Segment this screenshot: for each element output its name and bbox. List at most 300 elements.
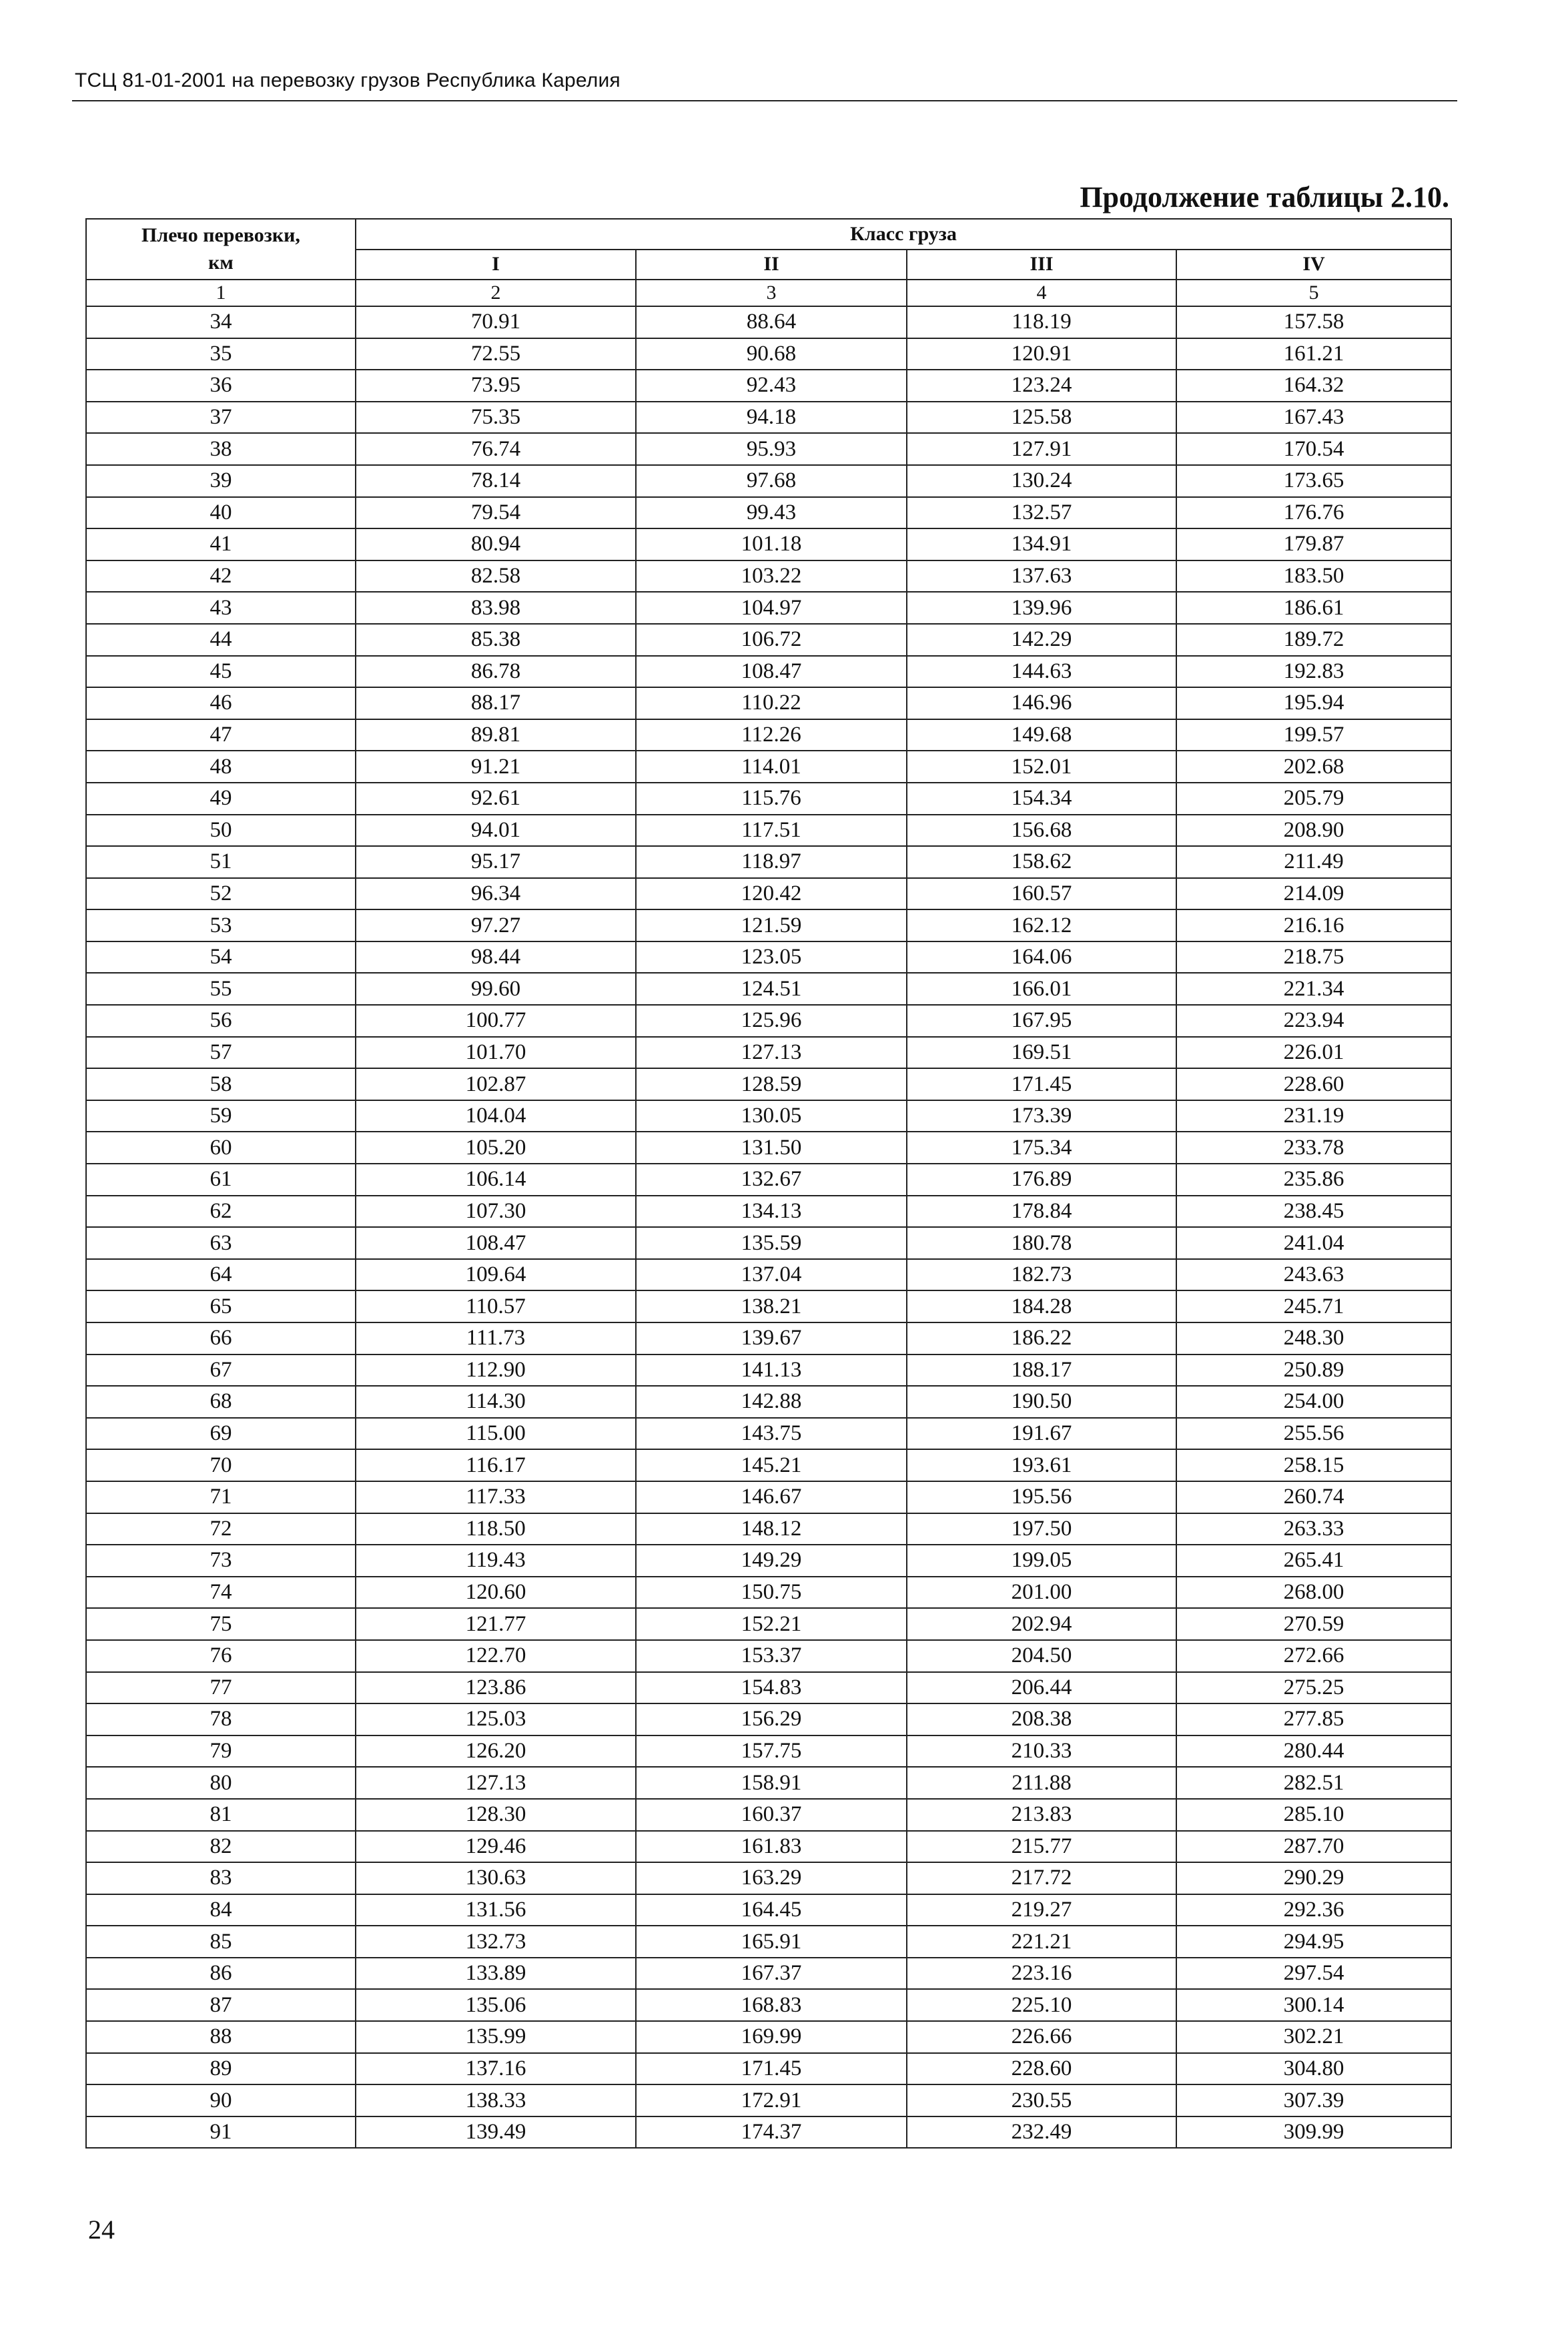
distance-header: Плечо перевозки, км (86, 219, 356, 280)
rate-cell: 118.97 (636, 846, 907, 878)
rate-cell: 94.18 (636, 402, 907, 434)
rate-cell: 120.42 (636, 878, 907, 910)
rate-cell: 161.21 (1176, 338, 1451, 370)
rate-cell: 76.74 (356, 433, 636, 465)
rate-cell: 157.58 (1176, 306, 1451, 338)
rate-cell: 201.00 (907, 1577, 1176, 1609)
table-row (86, 1577, 1451, 1609)
rate-cell: 183.50 (1176, 560, 1451, 593)
rate-cell: 228.60 (907, 2053, 1176, 2085)
rate-cell: 121.59 (636, 909, 907, 941)
rate-cell: 167.37 (636, 1958, 907, 1990)
rate-cell: 135.99 (356, 2021, 636, 2053)
table-row (86, 815, 1451, 847)
rate-cell: 85.38 (356, 624, 636, 656)
rate-cell: 72.55 (356, 338, 636, 370)
column-number: 3 (636, 280, 907, 306)
rate-cell: 97.27 (356, 909, 636, 941)
table-row (86, 1640, 1451, 1672)
rate-cell: 75.35 (356, 402, 636, 434)
table-row (86, 1164, 1451, 1196)
rate-cell: 268.00 (1176, 1577, 1451, 1609)
rate-cell: 110.22 (636, 687, 907, 719)
rate-cell: 149.29 (636, 1545, 907, 1577)
rate-cell: 126.20 (356, 1735, 636, 1768)
table-row (86, 1703, 1451, 1735)
rate-cell: 175.34 (907, 1132, 1176, 1164)
rate-cell: 216.16 (1176, 909, 1451, 941)
distance-cell: 46 (86, 687, 356, 719)
column-number: 4 (907, 280, 1176, 306)
distance-cell: 35 (86, 338, 356, 370)
rate-cell: 231.19 (1176, 1100, 1451, 1132)
rate-cell: 114.30 (356, 1386, 636, 1418)
table-row (86, 1354, 1451, 1387)
table-row (86, 1386, 1451, 1418)
table-row (86, 2053, 1451, 2085)
table-row (86, 1799, 1451, 1831)
rate-cell: 128.59 (636, 1068, 907, 1100)
rate-cell: 150.75 (636, 1577, 907, 1609)
table-row (86, 1259, 1451, 1291)
table-row (86, 1545, 1451, 1577)
rate-cell: 241.04 (1176, 1227, 1451, 1259)
rate-cell: 168.83 (636, 1989, 907, 2021)
distance-cell: 72 (86, 1513, 356, 1545)
distance-cell: 34 (86, 306, 356, 338)
rate-cell: 104.97 (636, 592, 907, 624)
rate-cell: 285.10 (1176, 1799, 1451, 1831)
rate-cell: 167.95 (907, 1005, 1176, 1037)
rate-cell: 180.78 (907, 1227, 1176, 1259)
rate-cell: 124.51 (636, 973, 907, 1005)
rate-cell: 260.74 (1176, 1481, 1451, 1513)
table-row (86, 433, 1451, 465)
distance-cell: 90 (86, 2084, 356, 2116)
table-row (86, 941, 1451, 974)
distance-cell: 79 (86, 1735, 356, 1768)
class-column-header: III (907, 250, 1176, 280)
table-row (86, 909, 1451, 941)
rate-cell: 130.24 (907, 465, 1176, 497)
rate-cell: 189.72 (1176, 624, 1451, 656)
rate-cell: 152.21 (636, 1608, 907, 1640)
rate-cell: 275.25 (1176, 1672, 1451, 1704)
table-row (86, 1418, 1451, 1450)
rate-cell: 158.62 (907, 846, 1176, 878)
rate-cell: 123.24 (907, 370, 1176, 402)
table-row (86, 2021, 1451, 2053)
rate-cell: 139.96 (907, 592, 1176, 624)
rate-cell: 213.83 (907, 1799, 1176, 1831)
distance-cell: 86 (86, 1958, 356, 1990)
rate-cell: 223.94 (1176, 1005, 1451, 1037)
rate-cell: 110.57 (356, 1290, 636, 1322)
rate-cell: 176.76 (1176, 497, 1451, 529)
rate-cell: 148.12 (636, 1513, 907, 1545)
rate-cell: 156.29 (636, 1703, 907, 1735)
rate-cell: 171.45 (907, 1068, 1176, 1100)
rate-cell: 101.70 (356, 1037, 636, 1069)
rate-cell: 137.16 (356, 2053, 636, 2085)
rate-cell: 235.86 (1176, 1164, 1451, 1196)
rate-cell: 121.77 (356, 1608, 636, 1640)
column-number: 2 (356, 280, 636, 306)
rate-cell: 263.33 (1176, 1513, 1451, 1545)
table-row (86, 1608, 1451, 1640)
distance-cell: 65 (86, 1290, 356, 1322)
distance-cell: 63 (86, 1227, 356, 1259)
rate-cell: 120.60 (356, 1577, 636, 1609)
rate-cell: 156.68 (907, 815, 1176, 847)
distance-cell: 70 (86, 1449, 356, 1481)
rate-cell: 215.77 (907, 1831, 1176, 1863)
table-row (86, 1513, 1451, 1545)
rate-cell: 250.89 (1176, 1354, 1451, 1387)
rate-cell: 97.68 (636, 465, 907, 497)
distance-cell: 67 (86, 1354, 356, 1387)
rate-cell: 243.63 (1176, 1259, 1451, 1291)
class-column-header: I (356, 250, 636, 280)
rate-cell: 138.33 (356, 2084, 636, 2116)
rate-cell: 292.36 (1176, 1894, 1451, 1926)
rate-cell: 115.76 (636, 783, 907, 815)
rate-cell: 160.57 (907, 878, 1176, 910)
table-row (86, 1100, 1451, 1132)
distance-cell: 78 (86, 1703, 356, 1735)
rate-cell: 195.56 (907, 1481, 1176, 1513)
rate-cell: 103.22 (636, 560, 907, 593)
rate-cell: 146.96 (907, 687, 1176, 719)
distance-cell: 80 (86, 1767, 356, 1799)
distance-cell: 42 (86, 560, 356, 593)
distance-cell: 56 (86, 1005, 356, 1037)
table-row (86, 1322, 1451, 1354)
rate-cell: 100.77 (356, 1005, 636, 1037)
distance-cell: 41 (86, 528, 356, 560)
rate-cell: 132.73 (356, 1926, 636, 1958)
rate-cell: 138.21 (636, 1290, 907, 1322)
rate-cell: 162.12 (907, 909, 1176, 941)
rate-cell: 123.86 (356, 1672, 636, 1704)
tariff-table (85, 218, 1452, 2149)
table-row (86, 687, 1451, 719)
rate-cell: 120.91 (907, 338, 1176, 370)
rate-cell: 129.46 (356, 1831, 636, 1863)
table-row (86, 1290, 1451, 1322)
distance-cell: 81 (86, 1799, 356, 1831)
distance-cell: 52 (86, 878, 356, 910)
rate-cell: 83.98 (356, 592, 636, 624)
rate-cell: 307.39 (1176, 2084, 1451, 2116)
rate-cell: 114.01 (636, 751, 907, 783)
rate-cell: 104.04 (356, 1100, 636, 1132)
distance-cell: 64 (86, 1259, 356, 1291)
rate-cell: 282.51 (1176, 1767, 1451, 1799)
rate-cell: 199.05 (907, 1545, 1176, 1577)
rate-cell: 109.64 (356, 1259, 636, 1291)
table-row (86, 1862, 1451, 1894)
header-rule (72, 100, 1457, 101)
rate-cell: 248.30 (1176, 1322, 1451, 1354)
distance-cell: 36 (86, 370, 356, 402)
rate-cell: 142.88 (636, 1386, 907, 1418)
rate-cell: 174.37 (636, 2116, 907, 2149)
table-row (86, 1449, 1451, 1481)
rate-cell: 176.89 (907, 1164, 1176, 1196)
tariff-table-header (86, 219, 1451, 306)
rate-cell: 99.60 (356, 973, 636, 1005)
distance-cell: 37 (86, 402, 356, 434)
table-row (86, 465, 1451, 497)
rate-cell: 135.59 (636, 1227, 907, 1259)
rate-cell: 108.47 (636, 656, 907, 688)
distance-cell: 66 (86, 1322, 356, 1354)
table-row (86, 751, 1451, 783)
rate-cell: 99.43 (636, 497, 907, 529)
distance-cell: 50 (86, 815, 356, 847)
rate-cell: 102.87 (356, 1068, 636, 1100)
rate-cell: 204.50 (907, 1640, 1176, 1672)
distance-cell: 85 (86, 1926, 356, 1958)
rate-cell: 270.59 (1176, 1608, 1451, 1640)
rate-cell: 211.88 (907, 1767, 1176, 1799)
rate-cell: 146.67 (636, 1481, 907, 1513)
rate-cell: 233.78 (1176, 1132, 1451, 1164)
rate-cell: 191.67 (907, 1418, 1176, 1450)
rate-cell: 157.75 (636, 1735, 907, 1768)
table-row (86, 973, 1451, 1005)
table-row (86, 497, 1451, 529)
rate-cell: 154.83 (636, 1672, 907, 1704)
table-row (86, 338, 1451, 370)
rate-cell: 70.91 (356, 306, 636, 338)
rate-cell: 130.63 (356, 1862, 636, 1894)
distance-cell: 68 (86, 1386, 356, 1418)
table-row (86, 1831, 1451, 1863)
rate-cell: 190.50 (907, 1386, 1176, 1418)
rate-cell: 188.17 (907, 1354, 1176, 1387)
rate-cell: 132.67 (636, 1164, 907, 1196)
table-row (86, 656, 1451, 688)
table-row (86, 846, 1451, 878)
rate-cell: 78.14 (356, 465, 636, 497)
rate-cell: 128.30 (356, 1799, 636, 1831)
table-row (86, 2084, 1451, 2116)
distance-cell: 74 (86, 1577, 356, 1609)
table-row (86, 1926, 1451, 1958)
cargo-class-header: Класс груза (356, 219, 1451, 250)
rate-cell: 206.44 (907, 1672, 1176, 1704)
rate-cell: 186.22 (907, 1322, 1176, 1354)
rate-cell: 158.91 (636, 1767, 907, 1799)
table-row (86, 1767, 1451, 1799)
rate-cell: 88.64 (636, 306, 907, 338)
rate-cell: 254.00 (1176, 1386, 1451, 1418)
rate-cell: 302.21 (1176, 2021, 1451, 2053)
rate-cell: 117.51 (636, 815, 907, 847)
rate-cell: 154.34 (907, 783, 1176, 815)
rate-cell: 73.95 (356, 370, 636, 402)
rate-cell: 219.27 (907, 1894, 1176, 1926)
rate-cell: 123.05 (636, 941, 907, 974)
rate-cell: 173.39 (907, 1100, 1176, 1132)
rate-cell: 208.38 (907, 1703, 1176, 1735)
table-row (86, 719, 1451, 751)
rate-cell: 135.06 (356, 1989, 636, 2021)
rate-cell: 297.54 (1176, 1958, 1451, 1990)
table-row (86, 624, 1451, 656)
rate-cell: 127.91 (907, 433, 1176, 465)
rate-cell: 96.34 (356, 878, 636, 910)
rate-cell: 169.99 (636, 2021, 907, 2053)
distance-cell: 75 (86, 1608, 356, 1640)
rate-cell: 265.41 (1176, 1545, 1451, 1577)
class-column-header: II (636, 250, 907, 280)
distance-cell: 54 (86, 941, 356, 974)
rate-cell: 80.94 (356, 528, 636, 560)
distance-cell: 58 (86, 1068, 356, 1100)
rate-cell: 300.14 (1176, 1989, 1451, 2021)
rate-cell: 171.45 (636, 2053, 907, 2085)
rate-cell: 119.43 (356, 1545, 636, 1577)
rate-cell: 238.45 (1176, 1196, 1451, 1228)
rate-cell: 94.01 (356, 815, 636, 847)
distance-cell: 43 (86, 592, 356, 624)
rate-cell: 118.50 (356, 1513, 636, 1545)
distance-cell: 87 (86, 1989, 356, 2021)
rate-cell: 89.81 (356, 719, 636, 751)
rate-cell: 221.21 (907, 1926, 1176, 1958)
rate-cell: 139.67 (636, 1322, 907, 1354)
page-number: 24 (88, 2215, 115, 2245)
distance-cell: 61 (86, 1164, 356, 1196)
rate-cell: 272.66 (1176, 1640, 1451, 1672)
distance-cell: 82 (86, 1831, 356, 1863)
distance-cell: 62 (86, 1196, 356, 1228)
rate-cell: 90.68 (636, 338, 907, 370)
rate-cell: 117.33 (356, 1481, 636, 1513)
rate-cell: 182.73 (907, 1259, 1176, 1291)
rate-cell: 309.99 (1176, 2116, 1451, 2149)
distance-cell: 57 (86, 1037, 356, 1069)
distance-cell: 76 (86, 1640, 356, 1672)
table-continuation-title: Продолжение таблицы 2.10. (1080, 181, 1449, 214)
rate-cell: 125.58 (907, 402, 1176, 434)
rate-cell: 163.29 (636, 1862, 907, 1894)
table-row (86, 1672, 1451, 1704)
rate-cell: 192.83 (1176, 656, 1451, 688)
distance-cell: 51 (86, 846, 356, 878)
rate-cell: 132.57 (907, 497, 1176, 529)
table-row (86, 528, 1451, 560)
rate-cell: 118.19 (907, 306, 1176, 338)
rate-cell: 98.44 (356, 941, 636, 974)
rate-cell: 139.49 (356, 2116, 636, 2149)
distance-cell: 89 (86, 2053, 356, 2085)
rate-cell: 179.87 (1176, 528, 1451, 560)
rate-cell: 193.61 (907, 1449, 1176, 1481)
rate-cell: 226.66 (907, 2021, 1176, 2053)
rate-cell: 88.17 (356, 687, 636, 719)
rate-cell: 167.43 (1176, 402, 1451, 434)
rate-cell: 164.45 (636, 1894, 907, 1926)
rate-cell: 214.09 (1176, 878, 1451, 910)
table-row (86, 1068, 1451, 1100)
rate-cell: 294.95 (1176, 1926, 1451, 1958)
rate-cell: 165.91 (636, 1926, 907, 1958)
rate-cell: 230.55 (907, 2084, 1176, 2116)
distance-cell: 59 (86, 1100, 356, 1132)
rate-cell: 82.58 (356, 560, 636, 593)
rate-cell: 116.17 (356, 1449, 636, 1481)
table-row (86, 370, 1451, 402)
rate-cell: 112.90 (356, 1354, 636, 1387)
table-row (86, 1958, 1451, 1990)
rate-cell: 92.61 (356, 783, 636, 815)
distance-cell: 88 (86, 2021, 356, 2053)
table-row (86, 592, 1451, 624)
distance-cell: 45 (86, 656, 356, 688)
rate-cell: 105.20 (356, 1132, 636, 1164)
rate-cell: 160.37 (636, 1799, 907, 1831)
rate-cell: 172.91 (636, 2084, 907, 2116)
distance-cell: 47 (86, 719, 356, 751)
distance-cell: 71 (86, 1481, 356, 1513)
distance-cell: 53 (86, 909, 356, 941)
rate-cell: 101.18 (636, 528, 907, 560)
rate-cell: 166.01 (907, 973, 1176, 1005)
distance-cell: 83 (86, 1862, 356, 1894)
rate-cell: 277.85 (1176, 1703, 1451, 1735)
rate-cell: 218.75 (1176, 941, 1451, 974)
distance-cell: 44 (86, 624, 356, 656)
rate-cell: 161.83 (636, 1831, 907, 1863)
rate-cell: 106.14 (356, 1164, 636, 1196)
rate-cell: 232.49 (907, 2116, 1176, 2149)
rate-cell: 143.75 (636, 1418, 907, 1450)
rate-cell: 221.34 (1176, 973, 1451, 1005)
rate-cell: 145.21 (636, 1449, 907, 1481)
rate-cell: 205.79 (1176, 783, 1451, 815)
rate-cell: 223.16 (907, 1958, 1176, 1990)
rate-cell: 127.13 (356, 1767, 636, 1799)
running-header: ТСЦ 81-01-2001 на перевозку грузов Республика Карелия (75, 69, 621, 91)
table-row (86, 402, 1451, 434)
distance-cell: 73 (86, 1545, 356, 1577)
rate-cell: 290.29 (1176, 1862, 1451, 1894)
rate-cell: 164.32 (1176, 370, 1451, 402)
rate-cell: 280.44 (1176, 1735, 1451, 1768)
rate-cell: 153.37 (636, 1640, 907, 1672)
tariff-table-body (86, 306, 1451, 2148)
distance-cell: 39 (86, 465, 356, 497)
rate-cell: 202.68 (1176, 751, 1451, 783)
rate-cell: 107.30 (356, 1196, 636, 1228)
table-row (86, 1989, 1451, 2021)
rate-cell: 86.78 (356, 656, 636, 688)
rate-cell: 170.54 (1176, 433, 1451, 465)
distance-cell: 40 (86, 497, 356, 529)
rate-cell: 133.89 (356, 1958, 636, 1990)
rate-cell: 152.01 (907, 751, 1176, 783)
table-row (86, 1227, 1451, 1259)
rate-cell: 144.63 (907, 656, 1176, 688)
rate-cell: 106.72 (636, 624, 907, 656)
rate-cell: 225.10 (907, 1989, 1176, 2021)
rate-cell: 178.84 (907, 1196, 1176, 1228)
rate-cell: 134.91 (907, 528, 1176, 560)
